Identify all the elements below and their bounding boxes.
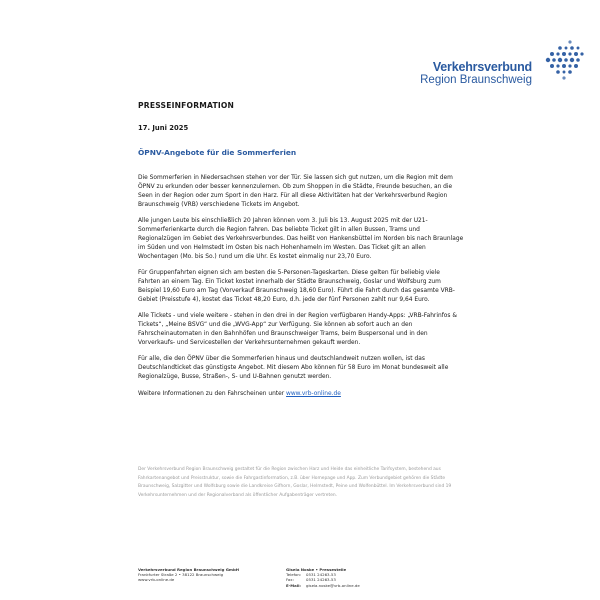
vrb-website-link[interactable]: www.vrb-online.de — [286, 390, 341, 397]
more-info — [138, 390, 464, 399]
logo-line2: Region Braunschweig — [420, 74, 532, 86]
email-value[interactable]: gisela.noske@vrb-online.de — [306, 582, 360, 588]
logo-dot — [550, 52, 554, 56]
vrb-logo — [392, 38, 592, 98]
logo-dot — [558, 58, 562, 62]
logo-dot — [577, 47, 580, 50]
logo-dot — [556, 52, 559, 55]
press-label: PRESSEINFORMATION — [138, 101, 235, 110]
paragraph-1: Die Sommerferien in Niedersachsen stehen vor der Tür. Sie lassen sich gut nutzen, um die Region mit dem ÖPNV zu erkunden oder besser kennenzulernen. Ob zum Shoppen in die Städte, Freunde besuchen, an die Seen in der Region oder zum Sport in den Harz. Für all diese Aktivitäten hat der Verkehrsverbund Region Braunschweig (VRB) verschiedene Tickets im Angebot. — [138, 175, 453, 208]
release-date: 17. Juni 2025 — [138, 124, 189, 132]
phone-label: Telefon: — [286, 572, 302, 578]
paragraph-2: Alle jungen Leute bis einschließlich 20 Jahren können vom 3. Juli bis 13. August 2025 mit der U21-Sommerferienkarte durch die Region fahren. Das beliebte Ticket gilt in allen Bussen, Trams und Regionalzügen im Gebiet des Verkehrsverbundes. Das heißt von Hankensbüttel im Norden bis nach Braunlage im Süden und von Helmstedt im Osten bis nach Hohenhameln im Westen. Das Ticket gilt an allen Wochentagen (Mo. bis So.) rund um die Uhr. Es kostet einmalig nur 23,70 Euro. — [138, 218, 464, 260]
logo-dot — [576, 58, 580, 62]
headline: ÖPNV-Angebote für die Sommerferien — [138, 148, 297, 157]
logo-dot — [562, 64, 566, 68]
logo-dot — [562, 76, 565, 79]
logo-dot — [568, 52, 571, 55]
body-text — [138, 174, 464, 406]
logo-dot — [564, 58, 568, 62]
footer-address — [138, 567, 288, 583]
logo-dot — [556, 70, 560, 74]
footer-contact-name: Gisela Noske • Pressestelle — [286, 567, 347, 572]
logo-dot — [580, 52, 583, 55]
disclaimer-text: Der Verkehrsverbund Region Braunschweig gestaltet für die Region zwischen Harz und Heide das einheitliche Tarifsystem, bestehend aus Fahrkartenangebot und Preisstruktur, sowie die Fahrgastinformation, z.B. über Homepage und App. Zum Verbundgebiet gehören die Städte Braunschweig, Salzgitter und Wolfsburg sowie die Landkreise Gifhorn, Goslar, Helmstedt, Peine und Wolfenbüttel. Im Verkehrsverbund sind 19 Verkehrsunternehmen und der Regionalverband als öffentlicher Aufgabenträger vertreten. — [138, 467, 452, 498]
phone-value: 0531 24263-53 — [306, 572, 336, 578]
fax-label: Fax: — [286, 577, 294, 583]
logo-line1: Verkehrsverbund — [432, 60, 532, 74]
disclaimer — [138, 466, 464, 500]
logo-dot — [574, 52, 578, 56]
logo-dot — [574, 64, 578, 68]
logo-dot — [570, 46, 574, 50]
email-label: E-Mail: — [286, 582, 301, 588]
paragraph-4: Alle Tickets - und viele weitere - stehen in den drei in der Region verfügbaren Handy-Apps: „VRB-Fahrinfos & Tickets“, „Meine BSVG“ und die „WVG-App“ zur Verfügung. Sie können ab sofort auch an den Fahrscheinautomaten in den Bahnhöfen und Braunschweiger Trams, beim Buspersonal und in den Vorverkaufs- und Servicestellen der Verkehrsunternehmen gekauft werden. — [138, 313, 457, 346]
footer-street: Frankfurter Straße 2 • 38122 Braunschweig — [138, 572, 224, 578]
logo-dot — [563, 71, 566, 74]
logo-dot — [568, 40, 571, 43]
logo-dot — [570, 58, 574, 62]
logo-dot — [568, 64, 571, 67]
paragraph-5: Für alle, die den ÖPNV über die Sommerferien hinaus und deutschlandweit nutzen wollen, ist das Deutschlandticket das günstigste Angebot. Mit diesem Abo können für 58 Euro im Monat bundesweit alle Regionalzüge, Busse, Straßen-, S- und U-Bahnen genutzt werden. — [138, 356, 449, 381]
footer-org: Verkehrsverbund Region Braunschweig GmbH — [138, 567, 240, 572]
paragraph-3: Für Gruppenfahrten eignen sich am besten die 5-Personen-Tageskarten. Diese gelten für beliebig viele Fahrten an einem Tag. Ein Ticket kostet innerhalb der Städte Braunschweig, Goslar und Wolfsburg zum Beispiel 19,60 Euro am Tag (Vorverkauf Braunschweig 18,60 Euro). Führt die Fahrt durch das gesamte VRB-Gebiet (Preisstufe 4), kostet das Ticket 48,20 Euro, d.h. jede der fünf Personen zahlt nur 9,64 Euro. — [138, 270, 455, 303]
logo-dot — [546, 58, 550, 62]
logo-dot — [562, 52, 566, 56]
logo-dot — [556, 64, 559, 67]
footer-email-row — [286, 583, 436, 588]
logo-dot — [550, 64, 554, 68]
footer-web[interactable]: www.vrb-online.de — [138, 577, 175, 583]
logo-dot — [552, 58, 556, 62]
logo-dot — [568, 70, 572, 74]
logo-dot — [558, 46, 562, 50]
footer — [138, 567, 468, 587]
logo-dot — [565, 47, 568, 50]
footer-contact — [286, 567, 436, 588]
more-info-text: Weitere Informationen zu den Fahrscheinen unter — [138, 390, 287, 397]
fax-value: 0531 24263-53 — [306, 577, 336, 583]
